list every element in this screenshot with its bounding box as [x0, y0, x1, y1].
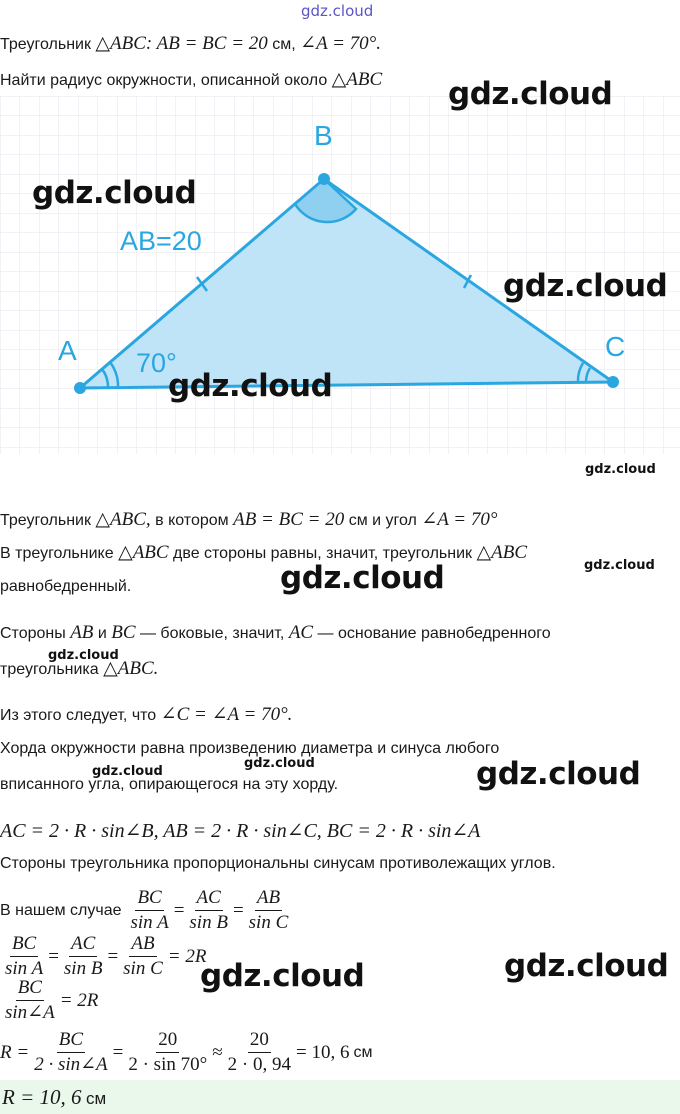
frac-num: BC	[16, 976, 44, 1001]
watermark-small: gdz.cloud	[585, 462, 656, 477]
s1-f: ∠A = 70°	[421, 509, 498, 530]
s5-b: △ABC.	[103, 658, 159, 679]
frac-num: BC	[57, 1028, 85, 1053]
watermark: gdz.cloud	[32, 175, 197, 211]
problem-question-math: △ABC	[331, 69, 383, 90]
answer-unit: см	[85, 1089, 107, 1108]
frac-20-2sin70	[126, 1028, 209, 1077]
label-b: B	[314, 120, 333, 151]
frac-den: sin C	[123, 958, 163, 979]
watermark-small: gdz.cloud	[92, 764, 163, 779]
frac-den: sin C	[248, 912, 289, 933]
problem-question: Найти радиус окружности, описанной около	[0, 72, 328, 89]
s4-b: AB	[70, 622, 94, 643]
s4-f: AC	[288, 622, 314, 643]
frac-ab-sinc	[121, 932, 165, 981]
eq-sign: =	[232, 899, 244, 921]
answer-value: R = 10, 6	[2, 1085, 82, 1109]
vertex-c-dot	[607, 376, 619, 388]
frac-20-2x094	[226, 1028, 293, 1077]
problem-angle: ∠A = 70°.	[300, 33, 382, 54]
frac-num: 20	[156, 1028, 179, 1053]
label-a: A	[58, 335, 77, 366]
eq-2r: = 2R	[167, 945, 207, 967]
s4-d: BC	[111, 622, 136, 643]
watermark-small: gdz.cloud	[584, 558, 655, 573]
label-c: C	[605, 331, 626, 362]
s6-b: ∠C = ∠A = 70°.	[160, 704, 293, 725]
frac-bc-2sin	[32, 1028, 109, 1077]
problem-unit: см,	[272, 36, 296, 53]
watermark-top: gdz.cloud	[301, 2, 374, 20]
approx-sign: ≈	[212, 1041, 223, 1063]
bc-over-sin-line	[0, 976, 98, 1025]
solution-line-7: Хорда окружности равна произведению диаметра и синуса любого	[0, 740, 500, 757]
watermark: gdz.cloud	[448, 76, 613, 112]
frac-ac-sinb	[187, 886, 230, 935]
watermark-small: gdz.cloud	[48, 648, 119, 663]
frac-ac-sinb	[62, 932, 105, 981]
radius-calc-line	[0, 1028, 372, 1077]
solution-line-4	[0, 622, 551, 644]
watermark: gdz.cloud	[504, 948, 669, 984]
frac-den: sin A	[5, 958, 44, 979]
frac-den: sin B	[189, 912, 228, 933]
unit-cm: см	[353, 1043, 373, 1061]
watermark: gdz.cloud	[200, 958, 365, 994]
s1-d: AB = BC = 20	[233, 509, 345, 530]
s4-a: Стороны	[0, 625, 66, 642]
vertex-b-dot	[318, 173, 330, 185]
s5-a: треугольника	[0, 661, 99, 678]
solution-line-8: вписанного угла, опирающегося на эту хорду.	[0, 776, 339, 793]
vertex-a-dot	[74, 382, 86, 394]
problem-triangle-math: △ABC: AB = BC = 20	[95, 33, 268, 54]
watermark: gdz.cloud	[280, 560, 445, 596]
eq-sign: =	[173, 899, 185, 921]
r-lhs: R =	[0, 1041, 30, 1063]
watermark: gdz.cloud	[476, 756, 641, 792]
frac-num: BC	[10, 932, 38, 957]
solution-line-2	[0, 541, 527, 564]
proportion-2r-line	[0, 932, 206, 981]
solution-chord-formulas: AC = 2 · R · sin∠B, AB = 2 · R · sin∠C, BC = 2 · R · sin∠A	[0, 820, 481, 842]
s4-g: — основание равнобедренного	[317, 625, 551, 642]
frac-den: 2 · sin∠A	[34, 1054, 108, 1075]
solution-line-1	[0, 508, 497, 531]
s2-a: В треугольнике	[0, 545, 114, 562]
frac-num: AC	[195, 886, 223, 911]
s1-b: △ABC,	[95, 509, 151, 530]
s2-b: △ABC	[118, 542, 169, 563]
watermark: gdz.cloud	[503, 268, 668, 304]
problem-word: Треугольник	[0, 36, 91, 53]
s1-c: в котором	[155, 512, 229, 529]
frac-den: 2 · 0, 94	[227, 1054, 291, 1075]
s1-a: Треугольник	[0, 512, 91, 529]
answer-box	[0, 1080, 680, 1114]
s11-a: В нашем случае	[0, 901, 122, 919]
s1-e: см и угол	[348, 512, 417, 529]
proportion-line	[0, 886, 293, 935]
radius-result: = 10, 6	[295, 1041, 350, 1063]
problem-line-2	[0, 68, 382, 91]
solution-line-3: равнобедренный.	[0, 578, 132, 595]
watermark: gdz.cloud	[168, 368, 333, 404]
s2-d: △ABC	[476, 542, 527, 563]
frac-ab-sinc	[247, 886, 291, 935]
solution-line-6	[0, 703, 292, 726]
frac-bc-sina	[129, 886, 171, 935]
s6-a: Из этого следует, что	[0, 707, 157, 724]
eq-sign: =	[112, 1041, 124, 1063]
s4-c: и	[97, 625, 107, 642]
eq-2r: = 2R	[59, 989, 99, 1011]
s2-c: две стороны равны, значит, треугольник	[173, 545, 473, 562]
label-ab-length: AB=20	[120, 226, 202, 256]
solution-line-10: Стороны треугольника пропорциональны синусам противолежащих углов.	[0, 855, 556, 872]
frac-num: BC	[135, 886, 163, 911]
frac-num: AB	[129, 932, 156, 957]
frac-den: sin B	[63, 958, 103, 979]
frac-num: AB	[255, 886, 282, 911]
eq-sign: =	[48, 945, 59, 967]
frac-den: sin A	[130, 912, 169, 933]
frac-bc-sina	[3, 932, 45, 981]
frac-bc-sin-angle-a	[3, 976, 57, 1025]
frac-den: 2 · sin 70°	[128, 1054, 208, 1075]
frac-num: 20	[248, 1028, 271, 1053]
s4-e: — боковые, значит,	[139, 625, 285, 642]
eq-sign: =	[107, 945, 119, 967]
label-angle-a: 70°	[136, 348, 177, 378]
frac-den: sin∠A	[5, 1002, 55, 1023]
watermark-small: gdz.cloud	[244, 756, 315, 771]
frac-num: AC	[69, 932, 97, 957]
problem-line-1	[0, 32, 381, 55]
answer-content	[2, 1085, 106, 1110]
